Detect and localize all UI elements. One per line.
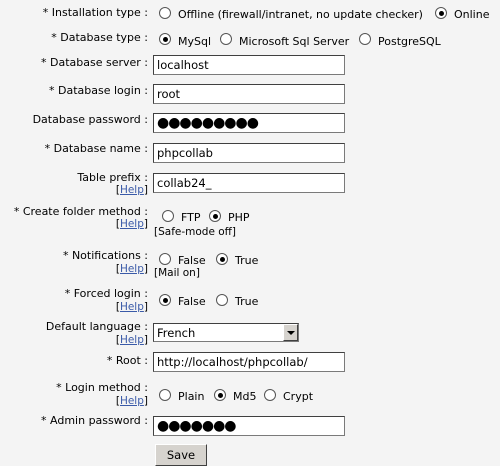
db-mssql-label: Microsoft Sql Server <box>239 35 350 48</box>
folder-ftp-label: FTP <box>181 211 201 224</box>
installation-offline-label: Offline (firewall/intranet, no update checker) <box>178 8 423 21</box>
admin-password-input[interactable]: ●●●●●●● <box>153 416 345 436</box>
notifications-false-radio[interactable] <box>159 253 171 265</box>
default-language-value: French <box>157 326 196 340</box>
notifications-help: [Help] <box>115 263 148 275</box>
installation-offline-radio[interactable] <box>159 7 171 19</box>
default-language-label: Default language : <box>45 320 148 333</box>
login-md5-label: Md5 <box>233 390 257 403</box>
login-plain-radio[interactable] <box>159 389 171 401</box>
create-folder-method-label: * Create folder method : <box>13 205 148 218</box>
table-prefix-input[interactable]: collab24_ <box>153 173 345 193</box>
login-crypt-label: Crypt <box>283 390 314 403</box>
admin-password-label: * Admin password : <box>41 414 148 427</box>
mail-on-note: [Mail on] <box>154 267 200 279</box>
login-method-label: * Login method : <box>56 381 148 394</box>
db-mssql-radio[interactable] <box>220 33 232 45</box>
db-postgresql-label: PostgreSQL <box>378 35 441 48</box>
forced-login-help-link[interactable]: Help <box>119 301 144 313</box>
database-password-input[interactable]: ●●●●●●●●● <box>153 113 345 133</box>
table-prefix-help-link[interactable]: Help <box>119 184 144 196</box>
table-prefix-label: Table prefix : <box>77 171 148 184</box>
installation-online-label: Online <box>454 8 490 21</box>
default-language-help: [Help] <box>115 334 148 346</box>
db-postgresql-radio[interactable] <box>359 33 371 45</box>
forced-login-true-radio[interactable] <box>216 294 228 306</box>
database-name-input[interactable]: phpcollab <box>153 143 345 163</box>
login-crypt-radio[interactable] <box>264 389 276 401</box>
database-server-label: * Database server : <box>40 56 148 69</box>
database-name-label: * Database name : <box>44 142 148 155</box>
forced-login-true-label: True <box>235 295 259 308</box>
save-button[interactable]: Save <box>155 444 207 466</box>
login-method-help-link[interactable]: Help <box>119 395 144 407</box>
folder-php-radio[interactable] <box>209 210 221 222</box>
table-prefix-help: [Help] <box>115 184 148 196</box>
create-folder-help: [Help] <box>115 218 148 230</box>
root-input[interactable]: http://localhost/phpcollab/ <box>153 352 345 372</box>
forced-login-false-label: False <box>178 295 206 308</box>
notifications-true-radio[interactable] <box>216 253 228 265</box>
database-login-input[interactable]: root <box>153 84 345 104</box>
folder-ftp-radio[interactable] <box>162 210 174 222</box>
chevron-down-icon[interactable] <box>283 324 298 341</box>
login-md5-radio[interactable] <box>214 389 226 401</box>
database-type-label: * Database type : <box>51 31 148 44</box>
login-plain-label: Plain <box>178 390 205 403</box>
installation-type-label: * Installation type : <box>42 6 148 19</box>
database-password-label: Database password : <box>32 113 148 126</box>
forced-login-false-radio[interactable] <box>159 294 171 306</box>
database-server-input[interactable]: localhost <box>153 55 345 75</box>
notifications-false-label: False <box>178 254 206 267</box>
create-folder-help-link[interactable]: Help <box>119 218 144 230</box>
notifications-true-label: True <box>235 254 259 267</box>
safe-mode-note: [Safe-mode off] <box>154 226 237 238</box>
db-mysql-radio[interactable] <box>159 33 171 45</box>
notifications-label: * Notifications : <box>62 249 148 262</box>
forced-login-help: [Help] <box>115 301 148 313</box>
folder-php-label: PHP <box>228 211 250 224</box>
root-label: * Root : <box>106 354 148 367</box>
default-language-help-link[interactable]: Help <box>119 334 144 346</box>
forced-login-label: * Forced login : <box>64 287 148 300</box>
installation-online-radio[interactable] <box>435 7 447 19</box>
login-method-help: [Help] <box>115 395 148 407</box>
default-language-select[interactable] <box>153 323 299 342</box>
database-login-label: * Database login : <box>49 84 148 97</box>
notifications-help-link[interactable]: Help <box>119 263 144 275</box>
db-mysql-label: MySql <box>178 35 212 48</box>
